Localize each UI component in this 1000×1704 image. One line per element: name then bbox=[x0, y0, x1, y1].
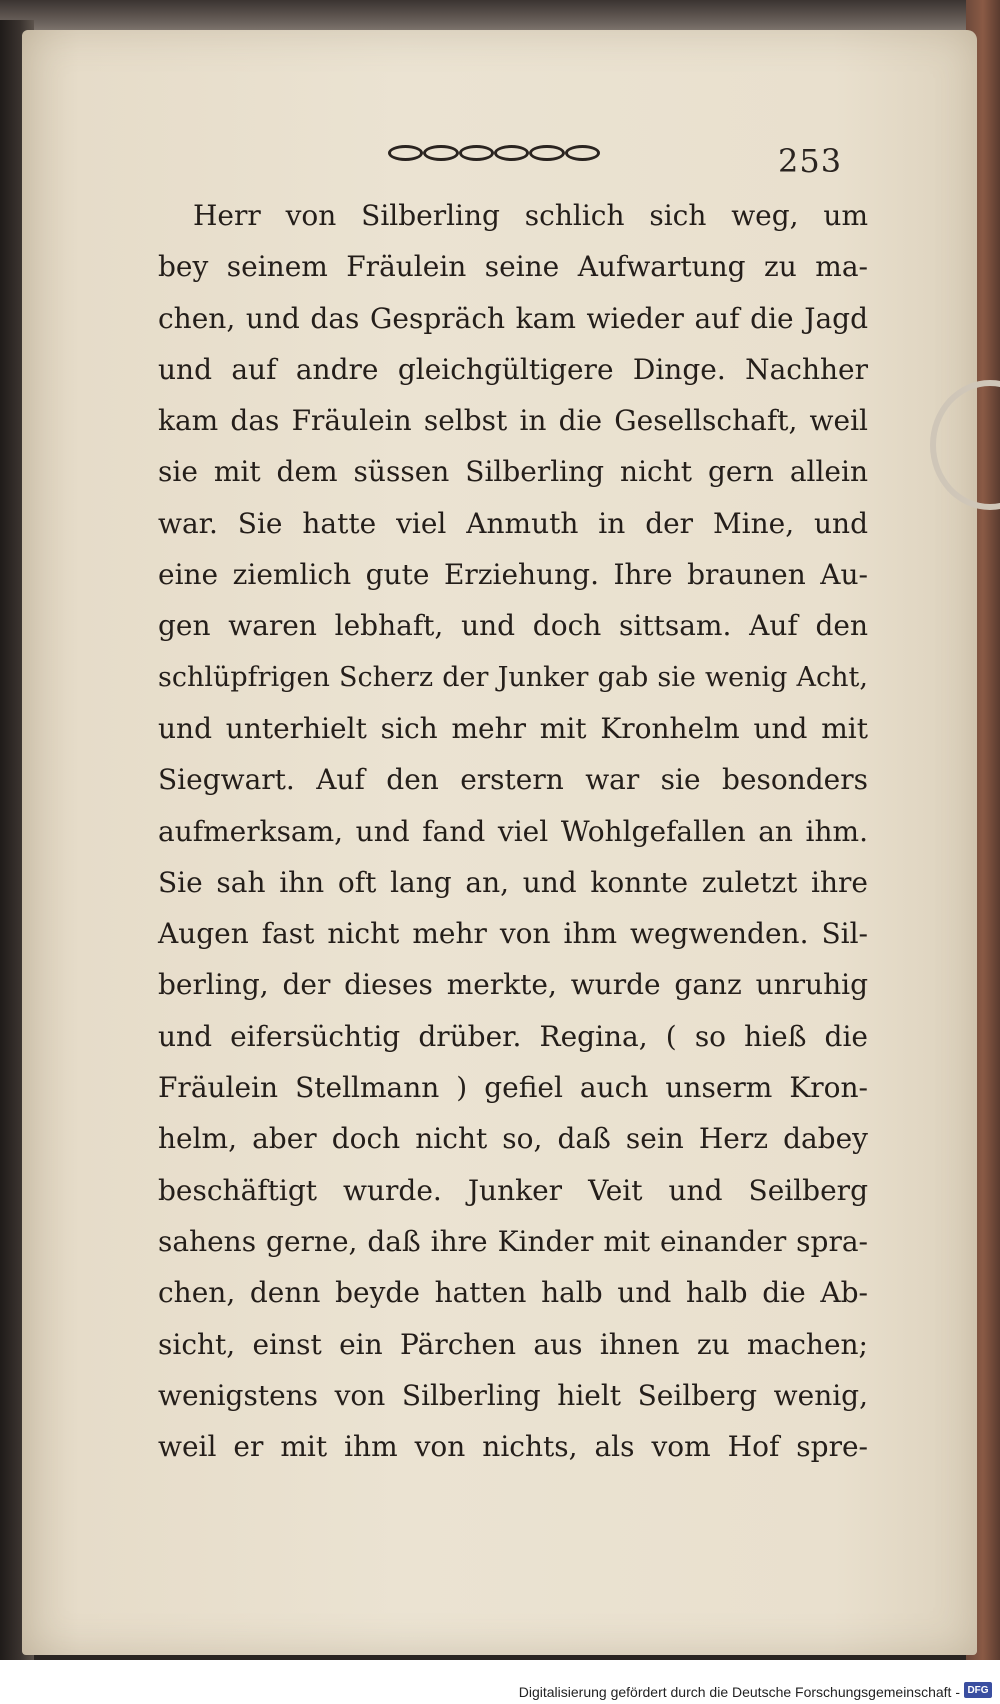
text-line: helm, aber doch nicht so, daß sein Herz dabey bbox=[158, 1122, 868, 1156]
text-line: beschäftigt wurde. Junker Veit und Seilberg bbox=[158, 1173, 868, 1207]
text-line: aufmerksam, und fand viel Wohlgefallen an ihm. bbox=[158, 814, 868, 848]
text-line: Augen fast nicht mehr von ihm wegwenden. Sil- bbox=[158, 917, 868, 951]
text-line: Herr von Silberling schlich sich weg, um bbox=[193, 199, 868, 232]
ornament-link bbox=[459, 145, 494, 161]
ornament-link bbox=[494, 145, 529, 161]
text-line: eine ziemlich gute Erziehung. Ihre braunen Au- bbox=[158, 558, 868, 592]
text-line: und auf andre gleichgültigere Dinge. Nachher bbox=[158, 352, 868, 386]
text-line: bey seinem Fräulein seine Aufwartung zu ma- bbox=[158, 250, 868, 284]
text-line: sie mit dem süssen Silberling nicht gern allein bbox=[158, 455, 868, 489]
dfg-logo-icon: DFG bbox=[964, 1682, 992, 1698]
text-line: sicht, einst ein Pärchen aus ihnen zu machen; bbox=[158, 1327, 868, 1361]
body-text bbox=[158, 190, 868, 1472]
text-line: war. Sie hatte viel Anmuth in der Mine, und bbox=[158, 506, 868, 540]
text-line: weil er mit ihm von nichts, als vom Hof spre- bbox=[158, 1430, 868, 1464]
text-line: schlüpfrigen Scherz der Junker gab sie wenig Acht, bbox=[158, 661, 868, 693]
ornament-link bbox=[423, 145, 458, 161]
text-line: und eifersüchtig drüber. Regina, ( so hieß die bbox=[158, 1019, 868, 1053]
text-line: Sie sah ihn oft lang an, und konnte zuletzt ihre bbox=[158, 865, 868, 899]
text-line: berling, der dieses merkte, wurde ganz unruhig bbox=[158, 968, 868, 1002]
header-ornament bbox=[388, 145, 600, 161]
text-line: chen, und das Gespräch kam wieder auf die Jagd bbox=[158, 301, 868, 335]
ornament-link bbox=[565, 145, 600, 161]
footer-credit: Digitalisierung gefördert durch die Deutsche Forschungsgemeinschaft - bbox=[518, 1684, 960, 1700]
text-line: und unterhielt sich mehr mit Kronhelm und mit bbox=[158, 711, 868, 745]
text-line: sahens gerne, daß ihre Kinder mit einander spra- bbox=[158, 1224, 868, 1258]
text-line: gen waren lebhaft, und doch sittsam. Auf den bbox=[158, 609, 868, 643]
text-line: Fräulein Stellmann ) gefiel auch unserm Kron- bbox=[158, 1071, 868, 1105]
text-line: kam das Fräulein selbst in die Gesellschaft, weil bbox=[158, 404, 868, 438]
text-line: Siegwart. Auf den erstern war sie besonders bbox=[158, 763, 868, 797]
ornament-link bbox=[388, 145, 423, 161]
text-line: chen, denn beyde hatten halb und halb die Ab- bbox=[158, 1276, 868, 1310]
text-line: wenigstens von Silberling hielt Seilberg wenig, bbox=[158, 1378, 868, 1412]
ornament-link bbox=[529, 145, 564, 161]
page-number: 253 bbox=[778, 142, 843, 180]
